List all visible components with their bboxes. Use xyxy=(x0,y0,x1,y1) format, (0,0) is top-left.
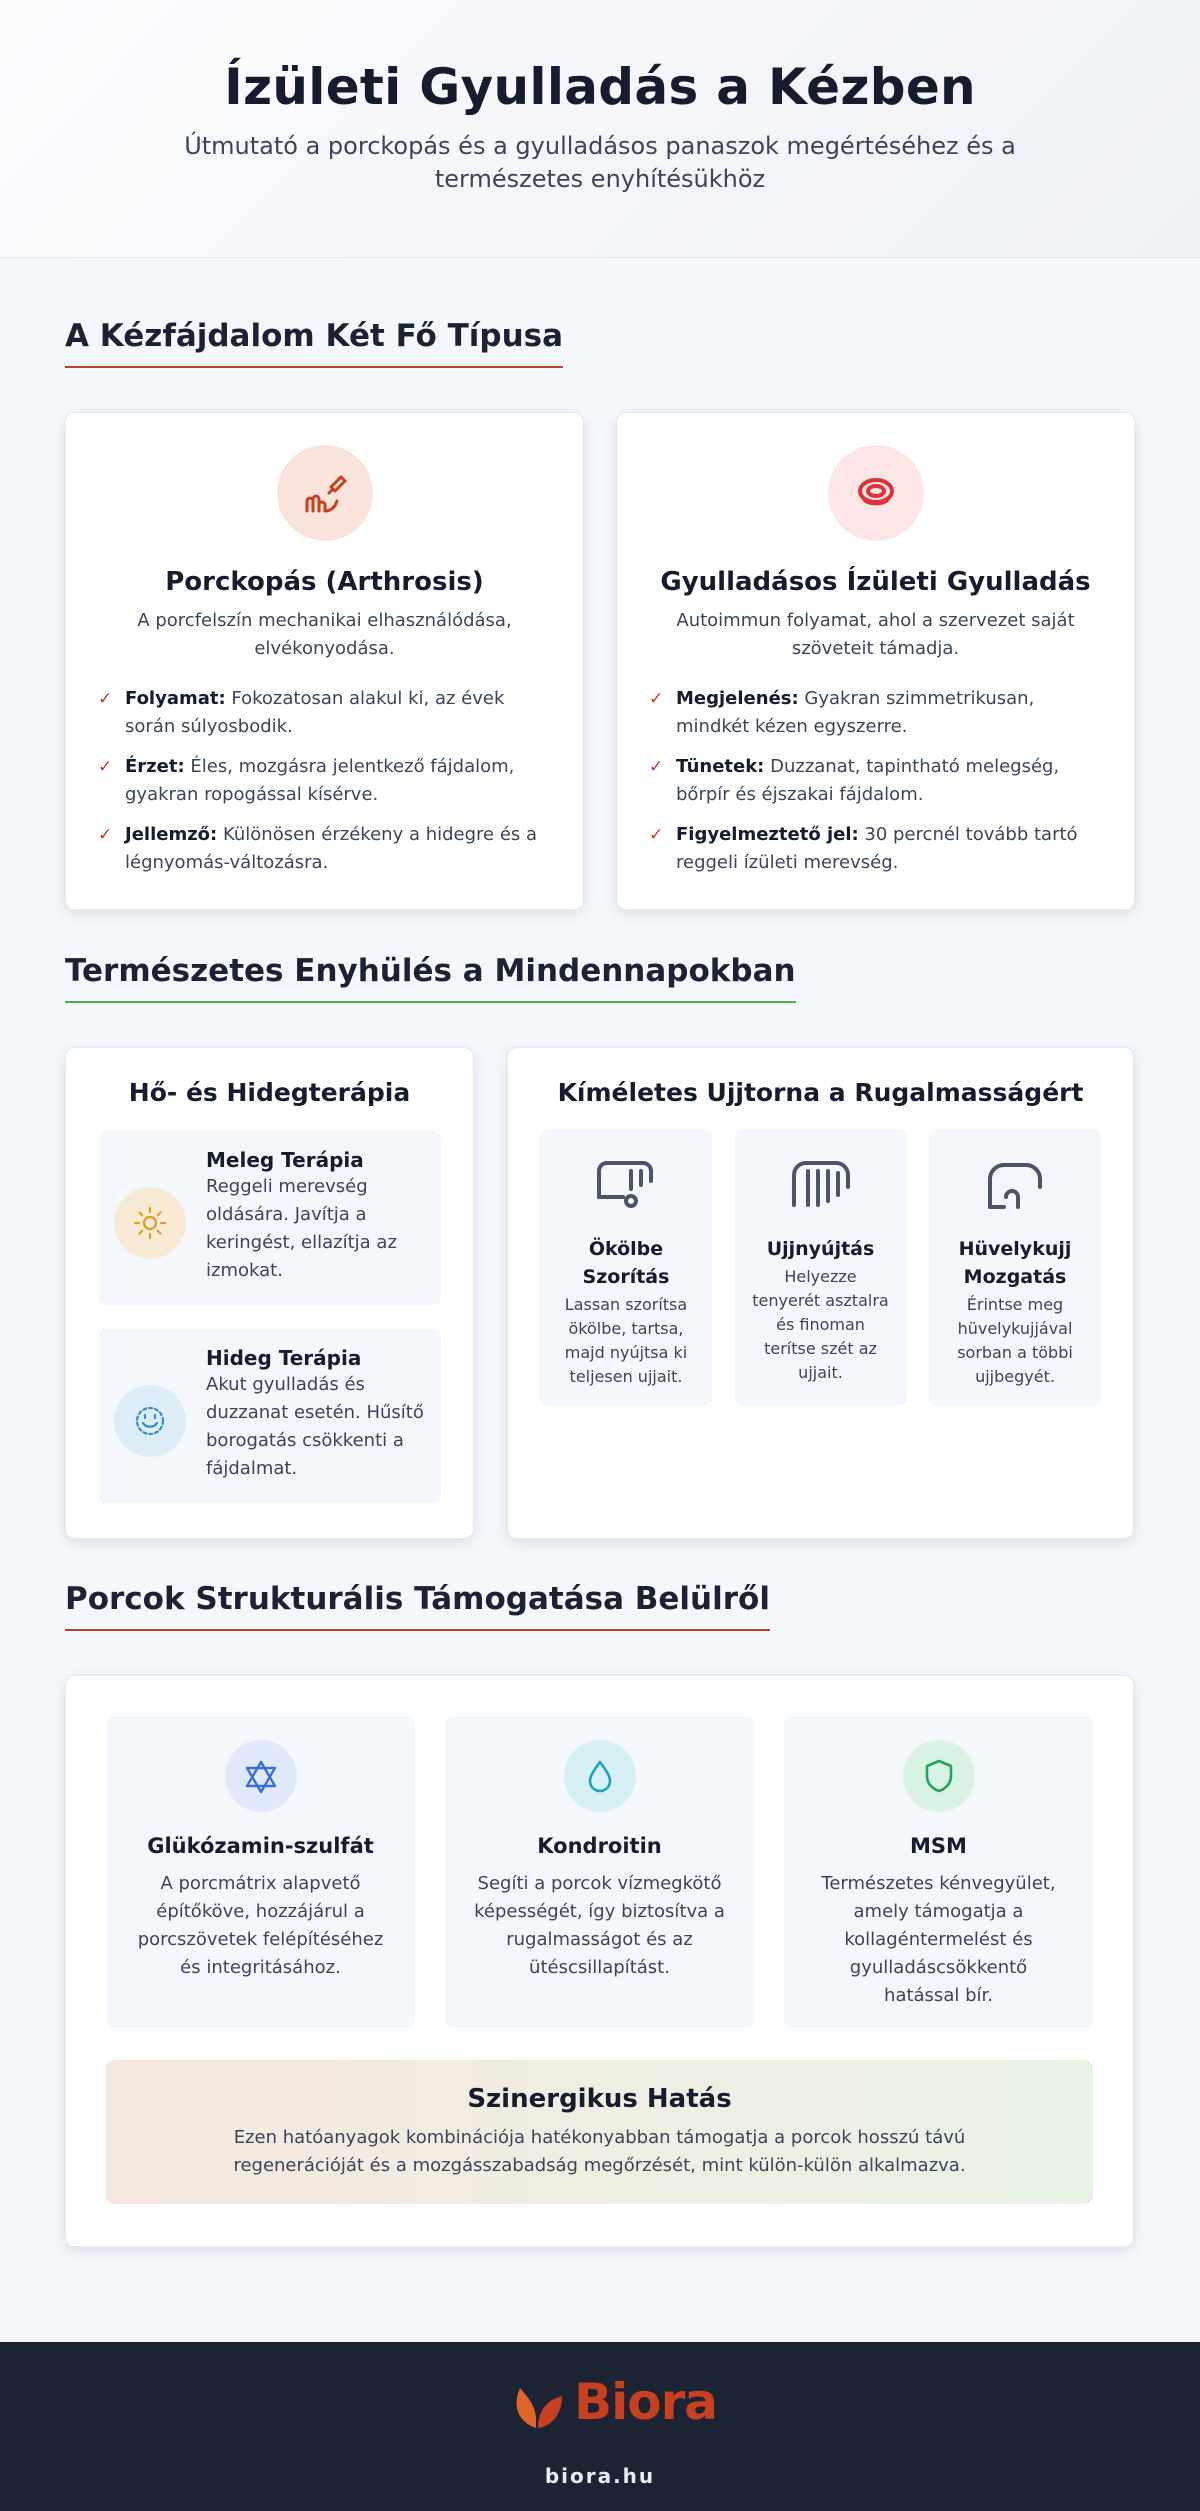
chondroitin-text: Segíti a porcok vízmegkötő képességét, így biztosítva a rugalmasságot és az ütéscsillapítást. xyxy=(474,1873,725,1978)
fist-title: Ökölbe Szorítás xyxy=(582,1238,670,1288)
warm-therapy-item xyxy=(98,1131,441,1305)
check-icon: ✓ xyxy=(98,757,113,777)
leaf-icon xyxy=(508,2372,568,2432)
exercise-item-thumb xyxy=(929,1129,1101,1406)
synergy-box xyxy=(106,2060,1093,2204)
check-icon: ✓ xyxy=(98,825,113,845)
cold-therapy-item xyxy=(98,1329,441,1503)
ring-icon xyxy=(828,445,924,541)
cold-therapy-title: Hideg Terápia xyxy=(206,1346,362,1370)
check-icon: ✓ xyxy=(98,689,113,709)
inflammatory-list xyxy=(649,685,1089,877)
stretch-text: Helyezze tenyerét asztalra és finoman terítse szét az ujjait. xyxy=(752,1267,889,1382)
warm-therapy-text: Reggeli merevség oldására. Javítja a keringést, ellazítja az izmokat. xyxy=(206,1176,397,1281)
chondroitin-title: Kondroitin xyxy=(537,1834,662,1858)
therapy-title: Hő- és Hidegterápia xyxy=(128,1078,411,1107)
exercise-item-stretch xyxy=(735,1129,907,1406)
page-subtitle: Útmutató a porckopás és a gyulladásos panaszok megértéséhez és a természetes enyhítésükhöz xyxy=(184,132,1016,193)
arthrosis-desc: A porcfelszín mechanikai elhasználódása, elvékonyodása. xyxy=(137,610,512,659)
thumb-icon xyxy=(980,1198,1050,1217)
hero-header xyxy=(0,0,1200,258)
check-icon: ✓ xyxy=(649,689,664,709)
droplet-icon xyxy=(564,1740,636,1812)
types-section-title: A Kézfájdalom Két Fő Típusa xyxy=(65,318,563,368)
exercise-title: Kíméletes Ujjtorna a Rugalmasságért xyxy=(557,1078,1084,1107)
thumb-text: Érintse meg hüvelykujjával sorban a többi ujjbegyét. xyxy=(957,1295,1073,1386)
inflammatory-card xyxy=(616,412,1135,910)
glucosamine-text: A porcmátrix alapvető építőköve, hozzájárul a porcszövetek felépítéséhez és integritásához. xyxy=(137,1873,384,1978)
arthrosis-card xyxy=(65,412,584,910)
list-item: ✓ Tünetek: Duzzanat, tapintható melegség, bőrpír és éjszakai fájdalom. xyxy=(649,753,1089,809)
synergy-text: Ezen hatóanyagok kombinációja hatékonyabban támogatja a porcok hosszú távú regenerációját és a mozgásszabadság megőrzését, mint külön-külön alkalmazva. xyxy=(233,2127,966,2176)
thumb-title: Hüvelykujj Mozgatás xyxy=(958,1238,1072,1288)
exercise-item-fist xyxy=(540,1129,712,1406)
msm-title: MSM xyxy=(910,1834,967,1858)
relief-section-title: Természetes Enyhülés a Mindennapokban xyxy=(65,953,796,1003)
brand-logo[interactable] xyxy=(508,2372,717,2432)
molecule-icon xyxy=(225,1740,297,1812)
exercise-card xyxy=(507,1047,1134,1539)
therapy-card xyxy=(65,1047,474,1539)
footer xyxy=(0,2342,1200,2511)
logo-text: Biora xyxy=(574,2373,717,2431)
list-item: ✓ Figyelmeztető jel: 30 percnél tovább tartó reggeli ízületi merevség. xyxy=(649,821,1089,877)
list-item: ✓ Megjelenés: Gyakran szimmetrikusan, mindkét kézen egyszerre. xyxy=(649,685,1089,741)
check-icon: ✓ xyxy=(649,757,664,777)
warm-therapy-title: Meleg Terápia xyxy=(206,1148,364,1172)
msm-text: Természetes kénvegyület, amely támogatja a kollagéntermelést és gyulladáscsökkentő hatással bír. xyxy=(821,1873,1056,2006)
hand-icon xyxy=(277,445,373,541)
shield-icon xyxy=(903,1740,975,1812)
list-item: ✓ Érzet: Éles, mozgásra jelentkező fájdalom, gyakran ropogással kísérve. xyxy=(98,753,538,809)
check-icon: ✓ xyxy=(649,825,664,845)
footer-url[interactable]: biora.hu xyxy=(544,2464,656,2488)
list-item: ✓ Jellemző: Különösen érzékeny a hidegre és a légnyomás-változásra. xyxy=(98,821,538,877)
support-section-title: Porcok Strukturális Támogatása Belülről xyxy=(65,1581,770,1631)
ice-icon xyxy=(114,1385,186,1457)
stretch-title: Ujjnyújtás xyxy=(766,1238,875,1260)
fist-text: Lassan szorítsa ökölbe, tartsa, majd nyújtsa ki teljesen ujjait. xyxy=(564,1295,688,1386)
arthrosis-title: Porckopás (Arthrosis) xyxy=(165,567,484,597)
glucosamine-item xyxy=(106,1716,415,2028)
chondroitin-item xyxy=(445,1716,754,2028)
fingers-icon xyxy=(786,1198,856,1217)
inflammatory-title: Gyulladásos Ízületi Gyulladás xyxy=(660,567,1091,597)
cold-therapy-text: Akut gyulladás és duzzanat esetén. Hűsítő borogatás csökkenti a fájdalmat. xyxy=(206,1374,424,1479)
support-card xyxy=(65,1675,1134,2247)
inflammatory-desc: Autoimmun folyamat, ahol a szervezet saját szöveteit támadja. xyxy=(676,610,1075,659)
page-title: Ízületi Gyulladás a Kézben xyxy=(224,58,976,116)
sun-icon xyxy=(114,1187,186,1259)
fist-icon xyxy=(591,1198,661,1217)
glucosamine-title: Glükózamin-szulfát xyxy=(147,1834,374,1858)
msm-item xyxy=(784,1716,1093,2028)
arthrosis-list xyxy=(98,685,538,877)
synergy-title: Szinergikus Hatás xyxy=(467,2084,732,2114)
list-item: ✓ Folyamat: Fokozatosan alakul ki, az évek során súlyosbodik. xyxy=(98,685,538,741)
